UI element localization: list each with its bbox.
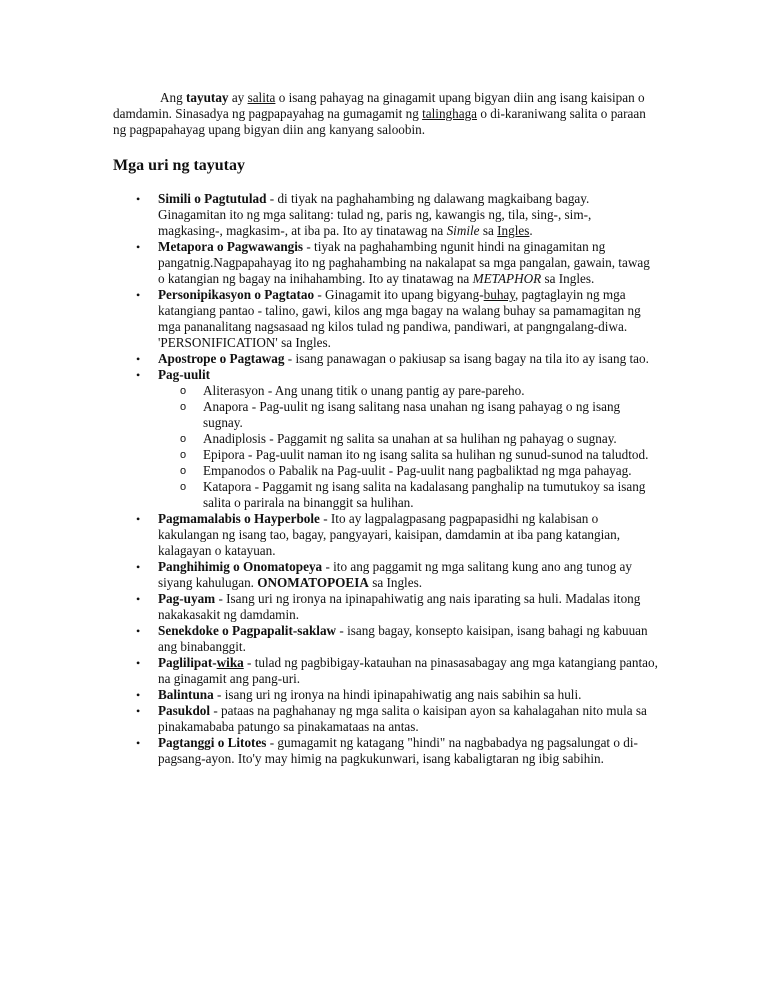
- item-text: - tiyak na paghahambing ngunit hindi na ginagamitan ng pangatnig.Nagpapahayag ito ng paghahambing na nakalapat sa mga pangalan, gawain, tawag o katangian ng bagay na inihahambing. Ito ay tinatawag na: [158, 239, 650, 286]
- section-heading: Mga uri ng tayutay: [113, 157, 245, 174]
- item-text: - isang uri ng ironya na hindi ipinapahiwatig ang nais sabihin sa huli.: [213, 687, 582, 702]
- item-text: - Isang uri ng ironya na ipinapahiwatig ang nais iparating sa huli. Madalas itong nakakasakit ng damdamin.: [158, 591, 641, 622]
- sub-bullet: o: [180, 465, 187, 477]
- item-text: sa: [479, 223, 498, 238]
- list-item: [136, 367, 658, 511]
- intro-link-salita[interactable]: salita: [247, 90, 276, 105]
- intro-term: tayutay: [186, 90, 229, 105]
- intro-link-talinghaga[interactable]: talinghaga: [422, 106, 478, 121]
- sub-list: [158, 383, 658, 511]
- bullet: •: [136, 560, 141, 574]
- sub-item-text: Empanodos o Pabalik na Pag-uulit - Pag-uulit nang pagbaliktad ng mga pahayag.: [203, 463, 632, 478]
- bullet: •: [136, 352, 141, 366]
- bullet: •: [136, 624, 141, 638]
- sub-item-text: Anadiplosis - Paggamit ng salita sa unahan at sa hulihan ng pahayag o sugnay.: [203, 431, 617, 446]
- sub-item-text: Aliterasyon - Ang unang titik o unang pantig ay pare-pareho.: [203, 383, 525, 398]
- intro-text: ay: [228, 90, 248, 105]
- sub-bullet: o: [180, 401, 187, 413]
- item-term: Metapora o Pagwawangis: [158, 239, 304, 254]
- item-term: Personipikasyon o Pagtatao: [158, 287, 315, 302]
- item-emphasis: METAPHOR: [472, 271, 542, 286]
- sub-list-item: [180, 463, 658, 479]
- sub-list-item: [180, 383, 658, 399]
- list-item: [136, 687, 658, 703]
- item-term: Paglilipat-: [158, 655, 217, 670]
- bullet: •: [136, 368, 141, 382]
- item-term: Pasukdol: [158, 703, 211, 718]
- intro-paragraph: [113, 90, 653, 138]
- sub-list-item: [180, 399, 658, 431]
- item-text: sa Ingles.: [368, 575, 422, 590]
- item-text: - gumagamit ng katagang "hindi" na nagbabadya ng pagsalungat o di-pagsang-ayon. Ito'y may himig na pagkukunwari, isang kabaligtaran ng ibig sabihin.: [158, 735, 638, 766]
- list-item: [136, 351, 658, 367]
- bullet: •: [136, 592, 141, 606]
- item-text: , pagtaglayin ng mga katangiang pantao - talino, gawi, kilos ang mga bagay na walang buhay sa pamamagitan ng mga pananalitang nagsasaad ng kilos tulad ng pandiwa, pandiwari, at pangngalang-diwa. 'PERSONIFICATION' sa Ingles.: [158, 287, 641, 350]
- item-text: sa Ingles.: [541, 271, 595, 286]
- item-term: Pag-uulit: [158, 367, 211, 382]
- sub-item-text: Anapora - Pag-uulit ng isang salitang nasa unahan ng isang pahayag o ng isang sugnay.: [203, 399, 621, 430]
- item-text: .: [529, 223, 533, 238]
- list-item: [136, 287, 658, 351]
- list-item: [136, 735, 658, 767]
- item-emphasis: Simile: [446, 223, 480, 238]
- item-term: Senekdoke o Pagpapalit-saklaw: [158, 623, 337, 638]
- intro-text: Ang: [160, 90, 187, 105]
- list-item: [136, 591, 658, 623]
- bullet: •: [136, 656, 141, 670]
- sub-bullet: o: [180, 433, 187, 445]
- item-text: - isang panawagan o pakiusap sa isang bagay na tila ito ay isang tao.: [284, 351, 649, 366]
- tayutay-list: [136, 191, 658, 767]
- list-item: [136, 511, 658, 559]
- sub-bullet: o: [180, 481, 187, 493]
- item-text: - tulad ng pagbibigay-katauhan na pinasasabagay ang mga katangiang pantao, na ginagamit ang pang-uri.: [158, 655, 658, 686]
- list-item: [136, 655, 658, 687]
- bullet: •: [136, 240, 141, 254]
- sub-list-item: [180, 447, 658, 463]
- list-item: [136, 239, 658, 287]
- link-ingles[interactable]: Ingles: [497, 223, 530, 238]
- item-term: Panghihimig o Onomatopeya: [158, 559, 323, 574]
- list-item: [136, 623, 658, 655]
- list-item: [136, 191, 658, 239]
- item-term: Pagmamalabis o Hayperbole: [158, 511, 320, 526]
- bullet: •: [136, 688, 141, 702]
- item-text: - isang bagay, konsepto kaisipan, isang bahagi ng kabuuan ang binabanggit.: [158, 623, 648, 654]
- item-term: Pagtanggi o Litotes: [158, 735, 267, 750]
- sub-item-text: Katapora - Paggamit ng isang salita na kadalasang panghalip na tumutukoy sa isang salita o parirala na binanggit sa hulihan.: [203, 479, 646, 510]
- item-term: Balintuna: [158, 687, 214, 702]
- bullet: •: [136, 288, 141, 302]
- item-text: - pataas na paghahanay ng mga salita o kaisipan ayon sa kahalagahan nito mula sa pinakamababa patungo sa pinakamataas na antas.: [158, 703, 647, 734]
- bullet: •: [136, 512, 141, 526]
- item-text: - di tiyak na paghahambing ng dalawang magkaibang bagay. Ginagamitan ito ng mga salitang: tulad ng, paris ng, kawangis ng, tila, sing-, sim-, magkasing-, magkasim-, at iba pa. Ito ay tinatawag na: [158, 191, 592, 238]
- item-term: Simili o Pagtutulad: [158, 191, 267, 206]
- intro-text: o isang pahayag na ginagamit upang bigyan diin ang isang kaisipan o damdamin. Sinasadya ng pagpapayahag na gumagamit ng: [113, 90, 645, 121]
- item-text: - ito ang paggamit ng mga salitang kung ano ang tunog ay siyang kahulugan.: [158, 559, 632, 590]
- item-text: - Ito ay lagpalagpasang pagpapasidhi ng kalabisan o kakulangan ng isang tao, bagay, pangyayari, kaisipan, damdamin at iba pang katangian, kalagayan o katayuan.: [158, 511, 621, 558]
- link-wika[interactable]: wika: [216, 655, 244, 670]
- sub-bullet: o: [180, 385, 187, 397]
- item-term: Pag-uyam: [158, 591, 216, 606]
- bullet: •: [136, 704, 141, 718]
- item-term-en: ONOMATOPOEIA: [257, 575, 369, 590]
- sub-item-text: Epipora - Pag-uulit naman ito ng isang salita sa hulihan ng sunud-sunod na taludtod.: [203, 447, 649, 462]
- bullet: •: [136, 192, 141, 206]
- intro-text: o di-karaniwang salita o paraan ng pagpapahayag upang bigyan diin ang kanyang saloobin.: [113, 106, 646, 137]
- sub-list-item: [180, 431, 658, 447]
- link-buhay[interactable]: buhay: [483, 287, 516, 302]
- bullet: •: [136, 736, 141, 750]
- list-item: [136, 559, 658, 591]
- sub-list-item: [180, 479, 658, 511]
- item-text: - Ginagamit ito upang bigyang-: [314, 287, 484, 302]
- sub-bullet: o: [180, 449, 187, 461]
- item-term: Apostrope o Pagtawag: [158, 351, 285, 366]
- list-item: [136, 703, 658, 735]
